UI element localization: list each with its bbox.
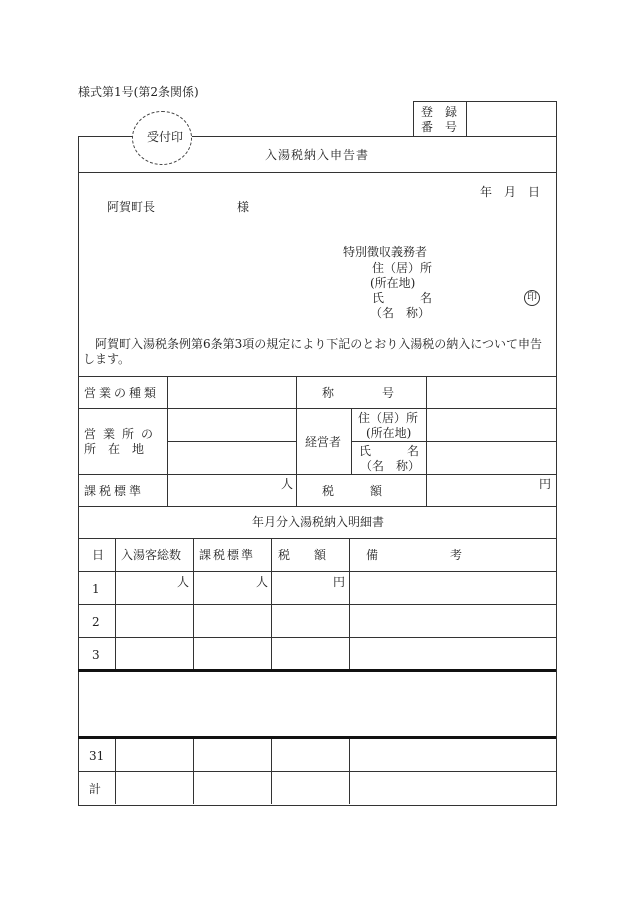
- trade-name-label: 称 号: [322, 386, 395, 400]
- location-field[interactable]: [168, 409, 296, 474]
- row-label: 31: [89, 749, 105, 763]
- tax-amount-field[interactable]: [427, 475, 555, 506]
- registration-label-2: 番 号: [421, 120, 458, 134]
- unit-tax-basis: 人: [256, 575, 269, 589]
- obligor-address-alt: (所在地): [370, 276, 416, 290]
- tax-basis-field[interactable]: [168, 475, 296, 506]
- section-break-bottom: [78, 736, 556, 739]
- unit-tax-amount: 円: [333, 575, 346, 589]
- unit-bathers: 人: [177, 575, 190, 589]
- trade-name-field[interactable]: [427, 377, 555, 408]
- omitted-rows-area: [79, 672, 555, 736]
- obligor-heading: 特別徴収義務者: [343, 245, 428, 259]
- obligor-name-label: 氏 名: [372, 291, 433, 305]
- seal-mark: 印: [524, 290, 540, 306]
- header-remarks: 備 考: [366, 548, 463, 562]
- operator-address-field[interactable]: [427, 409, 555, 441]
- row-label: 3: [92, 648, 100, 662]
- declaration-text: 阿賀町入湯税条例第6条第3項の規定により下記のとおり入湯税の納入について申告: [95, 337, 543, 351]
- tax-amount-unit: 円: [539, 477, 552, 491]
- honorific: 様: [237, 200, 250, 214]
- reception-stamp-label: 受付印: [147, 130, 184, 144]
- obligor-name-alt: （名 称）: [370, 306, 431, 320]
- detail-title: 年月分入湯税納入明細書: [252, 515, 385, 529]
- operator-name-alt: （名 称）: [360, 459, 421, 473]
- business-type-label: 営業の種類: [84, 386, 160, 400]
- operator-address-alt: (所在地): [366, 426, 412, 440]
- obligor-address-label: 住（居）所: [372, 261, 433, 275]
- header-tax-basis: 課税標準: [199, 548, 256, 562]
- row-label: 2: [92, 615, 100, 629]
- row-label: 1: [92, 582, 100, 596]
- form-id: 様式第1号(第2条関係): [78, 85, 199, 99]
- operator-name-field[interactable]: [427, 442, 555, 474]
- tax-basis-label: 課税標準: [84, 484, 145, 498]
- operator-name-label: 氏 名: [359, 444, 420, 458]
- row-label-total: 計: [89, 782, 102, 796]
- location-label-1: 営業所の: [84, 427, 161, 441]
- operator-label: 経営者: [305, 435, 342, 449]
- addressee: 阿賀町長: [107, 200, 156, 214]
- registration-label-1: 登 録: [421, 105, 458, 119]
- header-total-bathers: 入湯客総数: [121, 548, 182, 562]
- date-field[interactable]: 年 月 日: [480, 185, 541, 199]
- tax-amount-label: 税 額: [322, 484, 383, 498]
- tax-basis-unit: 人: [281, 477, 294, 491]
- header-tax-amount: 税 額: [278, 548, 327, 562]
- header-day: 日: [92, 548, 105, 562]
- location-label-2: 所 在 地: [84, 442, 145, 456]
- declaration-text-cont: します。: [83, 352, 131, 366]
- form-title: 入湯税納入申告書: [265, 148, 370, 162]
- operator-address-label: 住（居）所: [358, 411, 419, 425]
- business-type-field[interactable]: [168, 377, 296, 408]
